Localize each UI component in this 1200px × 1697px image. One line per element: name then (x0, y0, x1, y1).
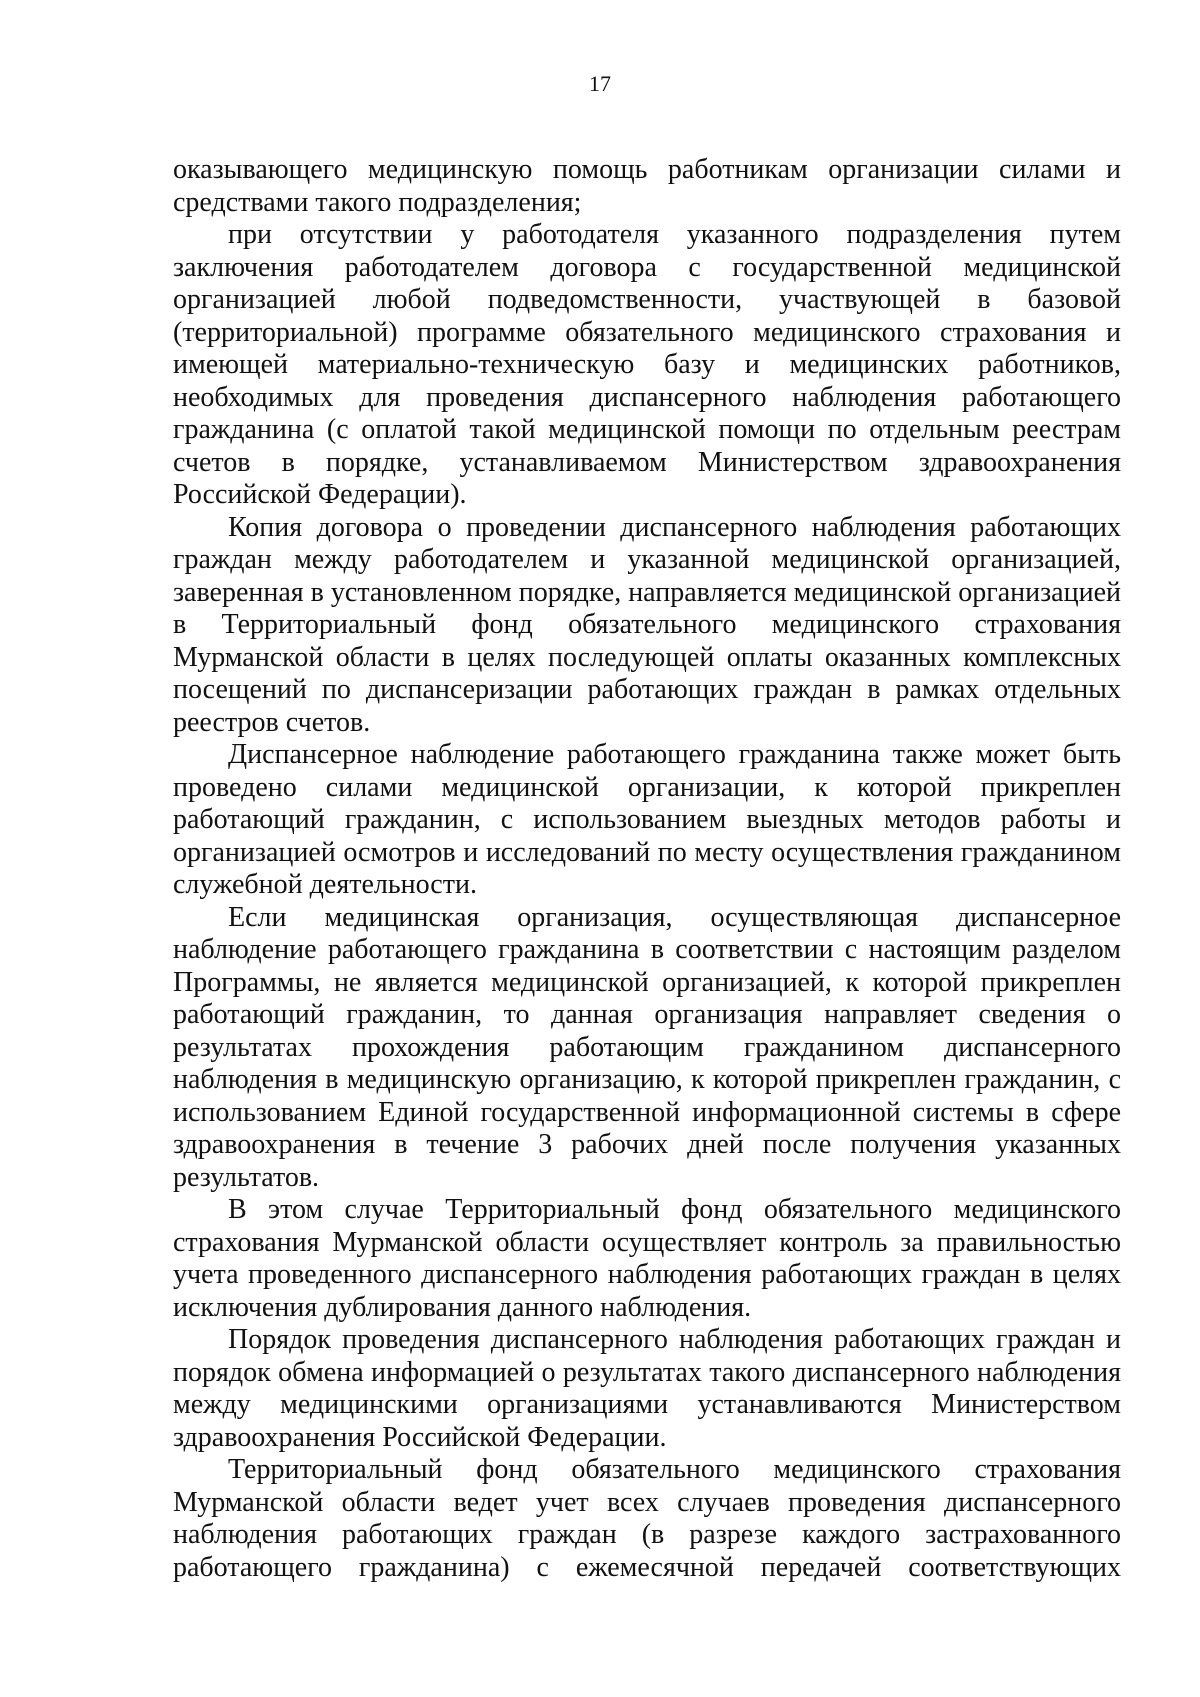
paragraph-employer-contract: при отсутствии у работодателя указанного подразделения путем заключения работодателем договора с государственной медицинской организацией любой подведомственности, участвующей в базовой (территориальной) программе обязательного медицинского страхования и имеющей материально-техническую базу и медицинских работников, необходимых для проведения диспансерного наблюдения работающего гражданина (с оплатой такой медицинской помощи по отдельным реестрам счетов в порядке, устанавливаемом Министерством здравоохранения Российской Федерации). (173, 219, 1121, 510)
paragraph-continuation: оказывающего медицинскую помощь работникам организации силами и средствами такого подразделения; (173, 154, 1121, 218)
page-number: 17 (589, 71, 611, 96)
paragraph-fund-accounting: Территориальный фонд обязательного медицинского страхования Мурманской области ведет учет всех случаев проведения диспансерного наблюдения работающих граждан (в разрезе каждого застрахованного работающего гражданина) с ежемесячной передачей соответствующих (173, 1454, 1121, 1583)
paragraph-observation-by-attached-org: Диспансерное наблюдение работающего гражданина также может быть проведено силами медицинской организации, к которой прикреплен работающий гражданин, с использованием выездных методов работы и организацией осмотров и исследований по месту осуществления гражданином служебной деятельности. (173, 739, 1121, 900)
paragraph-results-transfer: Если медицинская организация, осуществляющая диспансерное наблюдение работающего гражданина в соответствии с настоящим разделом Программы, не является медицинской организацией, к которой прикреплен работающий гражданин, то данная организация направляет сведения о результатах прохождения работающим гражданином диспансерного наблюдения в медицинскую организацию, к которой прикреплен гражданин, с использованием Единой государственной информационной системы в сфере здравоохранения в течение 3 рабочих дней после получения указанных результатов. (173, 901, 1121, 1193)
paragraph-contract-copy: Копия договора о проведении диспансерного наблюдения работающих граждан между работодателем и указанной медицинской организацией, заверенная в установленном порядке, направляется медицинской организацией в Территориальный фонд обязательного медицинского страхования Мурманской области в целях последующей оплаты оказанных комплексных посещений по диспансеризации работающих граждан в рамках отдельных реестров счетов. (173, 511, 1121, 738)
paragraph-fund-control: В этом случае Территориальный фонд обязательного медицинского страхования Мурманской области осуществляет контроль за правильностью учета проведенного диспансерного наблюдения работающих граждан в целях исключения дублирования данного наблюдения. (173, 1194, 1121, 1323)
document-body (173, 154, 1121, 1584)
paragraph-procedure: Порядок проведения диспансерного наблюдения работающих граждан и порядок обмена информацией о результатах такого диспансерного наблюдения между медицинскими организациями устанавливаются Министерством здравоохранения Российской Федерации. (173, 1324, 1121, 1453)
